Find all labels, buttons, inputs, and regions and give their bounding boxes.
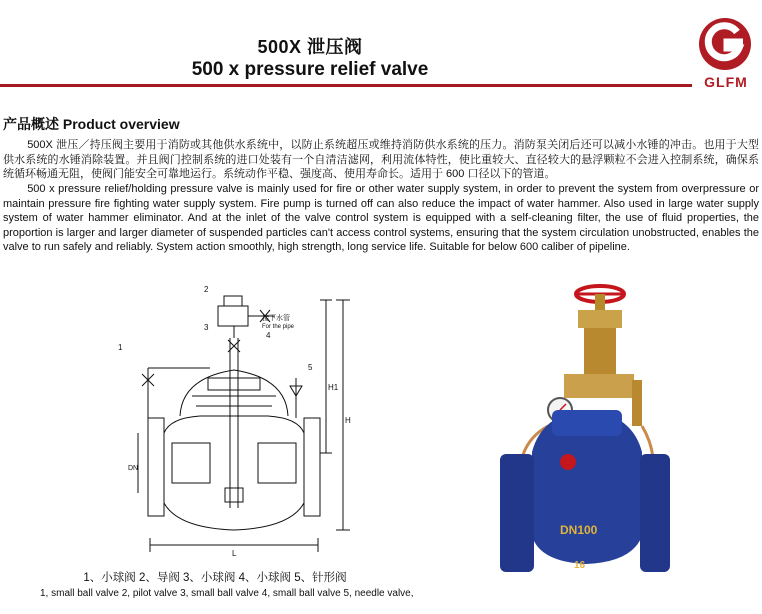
photo-plate-text: DN100	[560, 523, 598, 537]
drawing-note-en: For the pipe	[262, 324, 295, 330]
logo-text: GLFM	[704, 74, 748, 90]
section-heading: 产品概述 Product overview	[3, 116, 180, 132]
overview-text-cn: 500X 泄压／持压阀主要用于消防或其他供水系统中，以防止系统超压或维持消防供水系统的压力。消防泵关闭后还可以减小水锤的冲击。也用于大型供水系统的水锤消除装置。并且阀门控制系统的进口处装有一个自清洁滤网，利用流体特性，使比重较大、直径较大的悬浮颗粒不会进入控制系统，确保系统循环畅通无阻，使阀门能安全可靠地运行。系统动作平稳、强度高、使用寿命长。适用于 600 口径以下的管道。	[3, 139, 759, 181]
callout-4: 4	[266, 331, 271, 340]
parts-caption-en: 1, small ball valve 2, pilot valve 3, small ball valve 4, small ball valve 5, needle valve,	[40, 588, 414, 599]
photo-plate-sub: 16	[574, 560, 586, 571]
callout-2: 2	[204, 285, 209, 294]
dim-l-label: L	[232, 549, 237, 558]
callout-5: 5	[308, 363, 313, 372]
header-divider	[0, 84, 692, 87]
dim-h-label: H	[345, 416, 351, 425]
valve-product-photo	[492, 276, 672, 586]
dim-h1-label: H1	[328, 383, 339, 392]
callout-1: 1	[118, 343, 123, 352]
drawing-note-cn: 接下水管	[262, 315, 290, 322]
overview-text-en: 500 x pressure relief/holding pressure valve is mainly used for fire or other water supply system, in order to prevent the system from overpressure or maintain pressure fire fighting water supply system. Fire pump is turned off can also reduce the impact of water hammer. Also used in large water supply system of water hammer eliminator. And at the inlet of the valve control system is equipped with a self-cleaning filter, the use of fluid properties, the proportion is larger and larger diameter of suspended particles can't access control systems, ensuring that the system circulation unobstructed, enables the valve to run safely and reliably. System action smoothly, high strength, long service life. Suitable for below 600 caliber of pipeline.	[3, 183, 759, 254]
parts-caption-cn: 1、小球阀 2、导阀 3、小球阀 4、小球阀 5、针形阀	[83, 572, 347, 584]
page-title-cn: 500X 泄压阀	[257, 37, 363, 57]
valve-technical-drawing	[100, 278, 365, 570]
dim-dn-label: DN	[128, 465, 139, 472]
callout-3: 3	[204, 323, 209, 332]
page-title-en: 500 x pressure relief valve	[191, 59, 429, 80]
